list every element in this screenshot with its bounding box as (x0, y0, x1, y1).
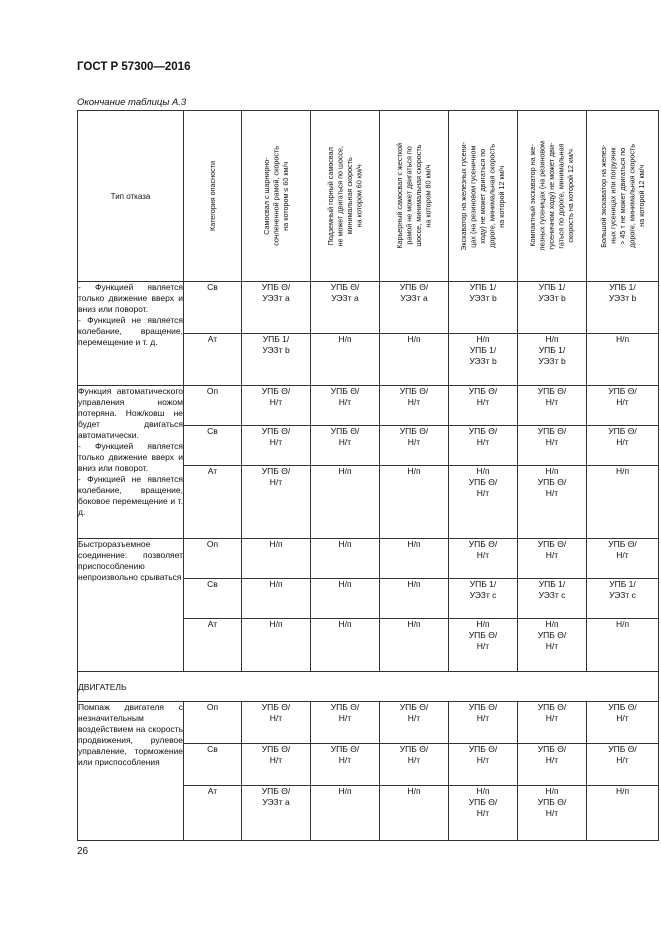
requirement-value: УПБ Θ/ (537, 539, 567, 549)
requirement-cell (311, 786, 380, 841)
requirement-value: Н/п (615, 786, 630, 796)
header-hazard-category: Категория опасности (184, 111, 242, 282)
hazard-category-cell: Оп (184, 539, 242, 579)
requirement-cell (587, 619, 659, 672)
description-line: - Функцией является только движение вверх и вниз или поворот. (78, 441, 183, 473)
requirement-value: УЭЗт b (538, 356, 566, 366)
requirement-value: УПБ 1/ (538, 579, 566, 589)
requirement-cell (449, 786, 518, 841)
requirement-cell (587, 282, 659, 334)
requirement-cell (449, 466, 518, 539)
requirement-cell (518, 579, 587, 619)
requirement-value: УПБ Θ/ (399, 386, 429, 396)
requirement-value: УЭЗт b (469, 356, 497, 366)
requirement-value: УПБ Θ/ (399, 744, 429, 754)
requirement-value: УПБ Θ/ (468, 630, 498, 640)
requirement-cell (311, 702, 380, 744)
requirement-value: Н/т (476, 550, 490, 560)
requirement-value: УЭЗт a (400, 293, 428, 303)
requirement-value: Н/п (338, 334, 352, 344)
requirement-cell (311, 426, 380, 466)
requirement-value: Н/т (269, 755, 283, 765)
requirement-cell (311, 619, 380, 672)
requirement-value: Н/п (476, 786, 490, 796)
requirement-value: Н/п (545, 466, 559, 476)
requirement-value: Н/т (407, 755, 421, 765)
requirement-value: Н/т (545, 437, 559, 447)
requirement-value: Н/т (407, 397, 421, 407)
requirement-value: УЭЗт b (469, 293, 497, 303)
header-machine: Большой экскаватор на желез- ных гусеницах или погрузчик > 45 т не может двигаться по дороге, минимальная скорость на которой 12 км/ч (587, 111, 659, 282)
requirement-value: Н/т (338, 755, 352, 765)
requirement-value: УПБ Θ/ (537, 797, 567, 807)
requirement-value: УПБ 1/ (469, 579, 497, 589)
page-number: 26 (77, 846, 89, 857)
requirement-value: УПБ 1/ (609, 579, 636, 589)
requirement-cell (518, 702, 587, 744)
requirement-value: Н/т (338, 437, 352, 447)
requirement-value: УПБ Θ/ (399, 702, 429, 712)
requirement-value: УПБ Θ/ (537, 702, 567, 712)
description-line: Быстроразъемное соединение: позволяет приспособлению непроизвольно срываться (78, 539, 183, 582)
requirement-cell (587, 386, 659, 426)
requirement-value: УПБ Θ/ (608, 539, 637, 549)
requirement-value: Н/т (545, 755, 559, 765)
requirement-cell (449, 282, 518, 334)
requirement-value: Н/т (476, 808, 490, 818)
requirement-value: УПБ 1/ (469, 282, 497, 292)
requirement-cell (518, 619, 587, 672)
requirement-cell (518, 426, 587, 466)
description-line: - Функцией не является колебание, вращение, перемещение и т. д. (78, 315, 183, 347)
requirement-cell (311, 579, 380, 619)
requirement-cell (242, 466, 311, 539)
requirement-cell (449, 744, 518, 786)
header-machine: Экскаватор на железных гусени- цах (на резиновом гусеничном ходу) не может двигаться по дороге, минимальная скорость на которой 12 км/ч (449, 111, 518, 282)
failure-description (78, 282, 184, 386)
requirement-cell (449, 539, 518, 579)
requirement-cell (242, 539, 311, 579)
requirement-value: Н/п (545, 619, 559, 629)
requirement-value: Н/п (545, 334, 559, 344)
requirement-value: Н/т (269, 397, 283, 407)
requirement-value: УПБ Θ/ (537, 744, 567, 754)
requirement-value: Н/п (476, 466, 490, 476)
requirement-cell (587, 786, 659, 841)
requirement-cell (380, 539, 449, 579)
requirement-value: Н/т (269, 437, 283, 447)
requirement-value: УПБ Θ/ (399, 426, 429, 436)
requirement-value: Н/т (407, 713, 421, 723)
requirement-value: УПБ Θ/ (537, 386, 567, 396)
requirement-value: Н/п (476, 334, 490, 344)
failure-description (78, 702, 184, 841)
requirement-value: УПБ Θ/ (330, 282, 360, 292)
hazard-category-cell: Св (184, 579, 242, 619)
hazard-table (77, 110, 659, 841)
requirement-cell (380, 702, 449, 744)
requirement-cell (518, 466, 587, 539)
requirement-value: УПБ Θ/ (468, 744, 498, 754)
requirement-value: Н/т (616, 755, 629, 765)
requirement-cell (242, 386, 311, 426)
requirement-value: Н/т (338, 397, 352, 407)
requirement-cell (380, 744, 449, 786)
requirement-value: Н/т (269, 713, 283, 723)
requirement-value: Н/п (269, 619, 283, 629)
hazard-category-cell: Ат (184, 334, 242, 386)
hazard-category-cell: Св (184, 426, 242, 466)
requirement-value: УПБ Θ/ (608, 386, 637, 396)
requirement-value: УПБ 1/ (262, 334, 290, 344)
requirement-value: Н/т (476, 755, 490, 765)
document-header: ГОСТ Р 57300—2016 (77, 61, 191, 73)
requirement-value: Н/т (476, 437, 490, 447)
section-row (78, 672, 659, 702)
header-machine: Компактный экскаватор на же- лезных гусеницах (на резиновом гусеничном ходу) не может дви- гаться по дороге, минимальная скорость на которой 12 км/ч (518, 111, 587, 282)
requirement-value: Н/т (476, 397, 490, 407)
requirement-value: УПБ Θ/ (537, 477, 567, 487)
requirement-value: Н/т (545, 397, 559, 407)
requirement-value: Н/п (407, 334, 421, 344)
requirement-cell (518, 786, 587, 841)
requirement-cell (242, 619, 311, 672)
requirement-value: УПБ Θ/ (261, 466, 291, 476)
description-line: - Функцией является только движение вверх и вниз или поворот. (78, 282, 183, 314)
requirement-value: Н/п (338, 579, 352, 589)
requirement-cell (380, 619, 449, 672)
requirement-cell (449, 619, 518, 672)
requirement-cell (587, 426, 659, 466)
requirement-value: Н/п (407, 466, 421, 476)
requirement-cell (518, 539, 587, 579)
requirement-value: УЭЗт c (609, 590, 636, 600)
requirement-cell (587, 579, 659, 619)
requirement-value: УПБ 1/ (538, 282, 566, 292)
requirement-cell (380, 786, 449, 841)
requirement-value: Н/т (616, 437, 629, 447)
hazard-category-cell: Оп (184, 386, 242, 426)
requirement-value: Н/п (338, 539, 352, 549)
requirement-value: Н/п (338, 619, 352, 629)
requirement-value: Н/т (616, 397, 629, 407)
requirement-value: УПБ Θ/ (468, 426, 498, 436)
requirement-value: УПБ Θ/ (468, 702, 498, 712)
requirement-cell (311, 539, 380, 579)
requirement-value: Н/т (616, 550, 629, 560)
requirement-value: УПБ Θ/ (261, 702, 291, 712)
requirement-value: УПБ Θ/ (608, 744, 637, 754)
requirement-cell (449, 426, 518, 466)
requirement-cell (587, 744, 659, 786)
requirement-value: УЭЗт c (469, 590, 497, 600)
requirement-cell (380, 334, 449, 386)
hazard-category-cell: Ат (184, 619, 242, 672)
requirement-cell (380, 466, 449, 539)
header-machine: Подземный горный самосвал не может двигаться по шоссе, минимальная скорость на котором 60 км/ч (311, 111, 380, 282)
requirement-cell (242, 579, 311, 619)
requirement-value: УПБ 1/ (609, 282, 636, 292)
requirement-value: Н/т (545, 808, 559, 818)
requirement-value: УПБ 1/ (538, 345, 566, 355)
table-row (78, 539, 659, 579)
requirement-value: Н/т (545, 488, 559, 498)
requirement-value: УЭЗт b (608, 293, 637, 303)
requirement-cell (518, 386, 587, 426)
requirement-value: Н/т (545, 550, 559, 560)
requirement-value: УПБ Θ/ (399, 282, 429, 292)
requirement-value: Н/т (476, 641, 490, 651)
requirement-value: УПБ Θ/ (261, 386, 291, 396)
table-row (78, 702, 659, 744)
table-row (78, 282, 659, 334)
requirement-value: Н/п (615, 466, 630, 476)
requirement-value: УПБ Θ/ (261, 786, 291, 796)
requirement-cell (587, 702, 659, 744)
requirement-value: УПБ Θ/ (261, 282, 291, 292)
hazard-category-cell: Св (184, 282, 242, 334)
requirement-cell (242, 426, 311, 466)
requirement-cell (242, 334, 311, 386)
requirement-value: УПБ Θ/ (330, 702, 360, 712)
requirement-value: Н/п (269, 539, 283, 549)
requirement-cell (518, 282, 587, 334)
requirement-cell (518, 744, 587, 786)
requirement-value: Н/т (338, 713, 352, 723)
requirement-cell (380, 386, 449, 426)
requirement-cell (518, 334, 587, 386)
requirement-cell (311, 744, 380, 786)
requirement-value: Н/т (545, 641, 559, 651)
requirement-cell (242, 702, 311, 744)
requirement-value: УПБ Θ/ (330, 426, 360, 436)
requirement-cell (380, 282, 449, 334)
failure-description (78, 539, 184, 672)
header-failure-type: Тип отказа (78, 111, 184, 282)
requirement-value: Н/п (407, 619, 421, 629)
failure-description (78, 386, 184, 539)
table-caption: Окончание таблицы А.3 (77, 97, 187, 108)
requirement-value: УПБ Θ/ (261, 426, 291, 436)
requirement-value: Н/п (476, 619, 490, 629)
hazard-category-cell: Оп (184, 702, 242, 744)
requirement-cell (380, 426, 449, 466)
requirement-value: УПБ Θ/ (468, 797, 498, 807)
requirement-value: Н/п (615, 619, 630, 629)
requirement-value: Н/п (407, 786, 421, 796)
requirement-cell (587, 334, 659, 386)
requirement-value: УЭЗт b (538, 293, 566, 303)
requirement-cell (311, 386, 380, 426)
requirement-value: УЭЗт a (331, 293, 359, 303)
hazard-category-cell: Ат (184, 786, 242, 841)
requirement-cell (242, 744, 311, 786)
hazard-category-cell: Ат (184, 466, 242, 539)
requirement-value: Н/т (476, 488, 490, 498)
requirement-value: УПБ Θ/ (608, 702, 637, 712)
requirement-value: УЭЗт b (262, 345, 290, 355)
table-row (78, 386, 659, 426)
description-line: Функция автоматического управления ножом потеряна. Нож/ковш не будет двигаться автоматически. (78, 386, 183, 440)
requirement-value: Н/п (407, 539, 421, 549)
header-machine: Самосвал с шарнирно- сочлененной рамой, скорость на котором ≤ 60 км/ч (242, 111, 311, 282)
requirement-value: УПБ Θ/ (537, 426, 567, 436)
requirement-value: Н/т (545, 713, 559, 723)
requirement-cell (449, 334, 518, 386)
requirement-cell (587, 539, 659, 579)
requirement-cell (449, 386, 518, 426)
description-line: - Функцией не является колебание, вращение, боковое перемещение и т. д. (78, 474, 183, 517)
requirement-cell (311, 466, 380, 539)
requirement-value: УПБ Θ/ (261, 744, 291, 754)
requirement-value: Н/т (269, 477, 283, 487)
requirement-value: УЭЗт a (262, 797, 290, 807)
requirement-cell (242, 282, 311, 334)
requirement-value: Н/т (476, 713, 490, 723)
requirement-value: УПБ Θ/ (330, 744, 360, 754)
requirement-cell (242, 786, 311, 841)
requirement-cell (587, 466, 659, 539)
requirement-value: Н/п (407, 579, 421, 589)
requirement-value: УПБ Θ/ (330, 386, 360, 396)
requirement-value: УПБ Θ/ (608, 426, 637, 436)
requirement-value: УЭЗт a (262, 293, 290, 303)
requirement-value: УПБ 1/ (469, 345, 497, 355)
requirement-value: Н/п (338, 786, 352, 796)
requirement-value: УЭЗт c (538, 590, 566, 600)
requirement-value: Н/п (545, 786, 559, 796)
requirement-value: Н/п (338, 466, 352, 476)
requirement-value: УПБ Θ/ (468, 477, 498, 487)
hazard-category-cell: Св (184, 744, 242, 786)
requirement-value: Н/т (407, 437, 421, 447)
requirement-value: УПБ Θ/ (537, 630, 567, 640)
requirement-value: Н/п (269, 579, 283, 589)
requirement-cell (311, 334, 380, 386)
requirement-cell (380, 579, 449, 619)
requirement-cell (449, 579, 518, 619)
section-title: ДВИГАТЕЛЬ (78, 672, 659, 702)
header-machine: Карьерный самосвал с жесткой рамой не может двигаться по шоссе, минимальная скорость на котором 80 км/ч (380, 111, 449, 282)
requirement-value: УПБ Θ/ (468, 539, 498, 549)
description-line: Помпаж двигателя с незначительным воздействием на скорость продвижения, рулевое управление, торможение или приспособления (78, 702, 183, 767)
requirement-cell (311, 282, 380, 334)
requirement-value: Н/п (615, 334, 630, 344)
requirement-value: Н/т (616, 713, 629, 723)
requirement-value: УПБ Θ/ (468, 386, 498, 396)
header-row (78, 111, 659, 282)
requirement-cell (449, 702, 518, 744)
